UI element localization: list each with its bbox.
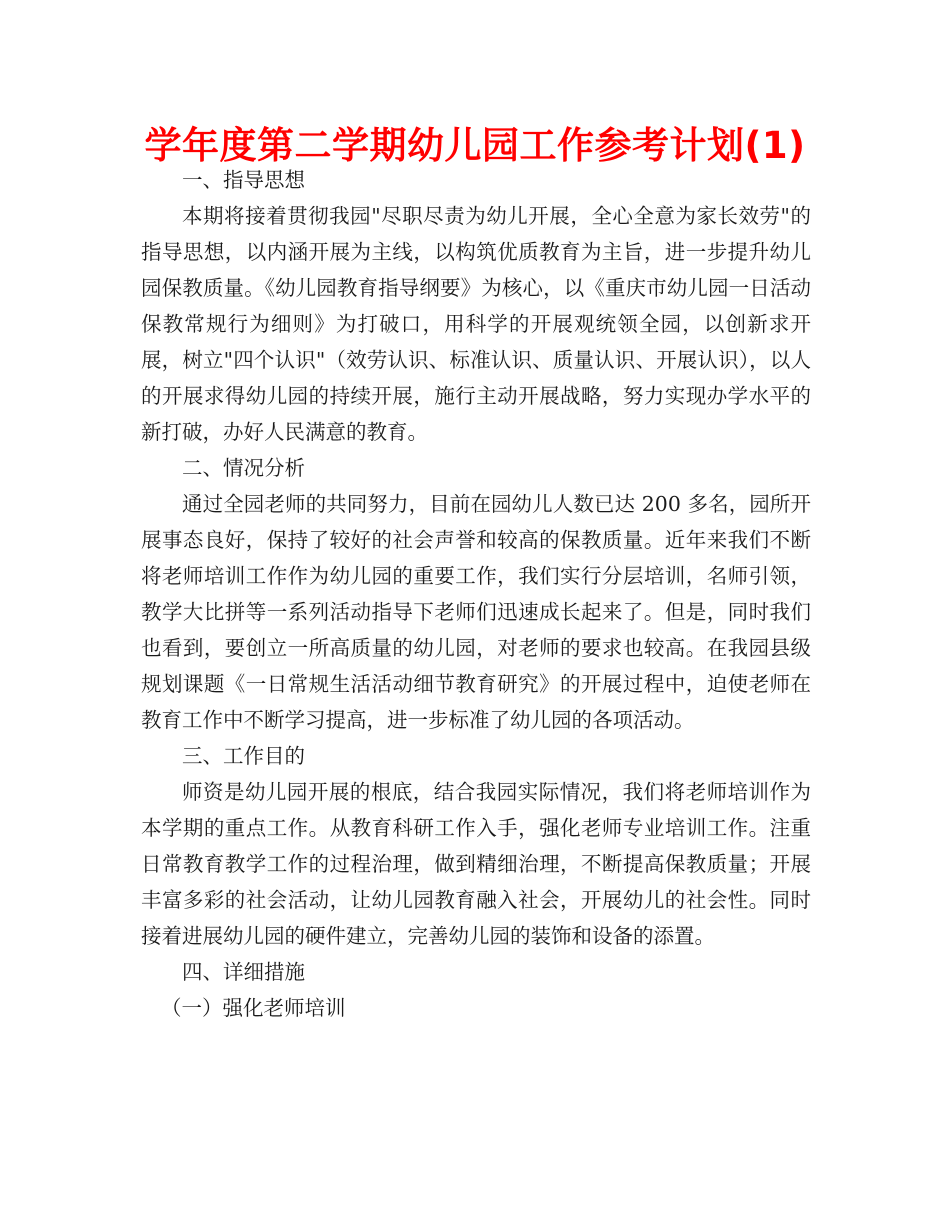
paragraph-situation-analysis: 通过全园老师的共同努力，目前在园幼儿人数已达 200 多名，园所开展事态良好，保持了较好的社会声誉和较高的保教质量。近年来我们不断将老师培训工作作为幼儿园的重要工作，我们实行分层培训，名师引领，教学大比拼等一系列活动指导下老师们迅速成长起来了。但是，同时我们也看到，要创立一所高质量的幼儿园，对老师的要求也较高。在我园县级规划课题《一日常规生活活动细节教育研究》的开展过程中，迫使老师在教育工作中不断学习提高，进一步标准了幼儿园的各项活动。 bbox=[141, 492, 811, 732]
section-heading-detailed-measures: 四、详细措施 bbox=[182, 960, 305, 984]
paragraph-guiding-thought: 本期将接着贯彻我园"尽职尽责为幼儿开展，全心全意为家长效劳"的指导思想，以内涵开展为主线，以构筑优质教育为主旨，进一步提升幼儿园保教质量。《幼儿园教育指导纲要》为核心，以《重庆市幼儿园一日活动保教常规行为细则》为打破口，用科学的开展观统领全园，以创新求开展，树立"四个认识"（效劳认识、标准认识、质量认识、开展认识），以人的开展求得幼儿园的持续开展，施行主动开展战略，努力实现办学水平的新打破，办好人民满意的教育。 bbox=[141, 204, 811, 444]
section-heading-situation-analysis: 二、情况分析 bbox=[182, 456, 305, 480]
section-heading-work-goals: 三、工作目的 bbox=[182, 744, 305, 768]
document-body bbox=[141, 162, 811, 1026]
document-title: 学年度第二学期幼儿园工作参考计划(1) bbox=[144, 124, 806, 167]
subsection-heading-teacher-training: （一）强化老师培训 bbox=[161, 996, 346, 1020]
section-heading-guiding-thought: 一、指导思想 bbox=[182, 168, 305, 192]
paragraph-work-goals: 师资是幼儿园开展的根底，结合我园实际情况，我们将老师培训作为本学期的重点工作。从教育科研工作入手，强化老师专业培训工作。注重日常教育教学工作的过程治理，做到精细治理，不断提高保教质量；开展丰富多彩的社会活动，让幼儿园教育融入社会，开展幼儿的社会性。同时接着进展幼儿园的硬件建立，完善幼儿园的装饰和设备的添置。 bbox=[141, 780, 811, 948]
